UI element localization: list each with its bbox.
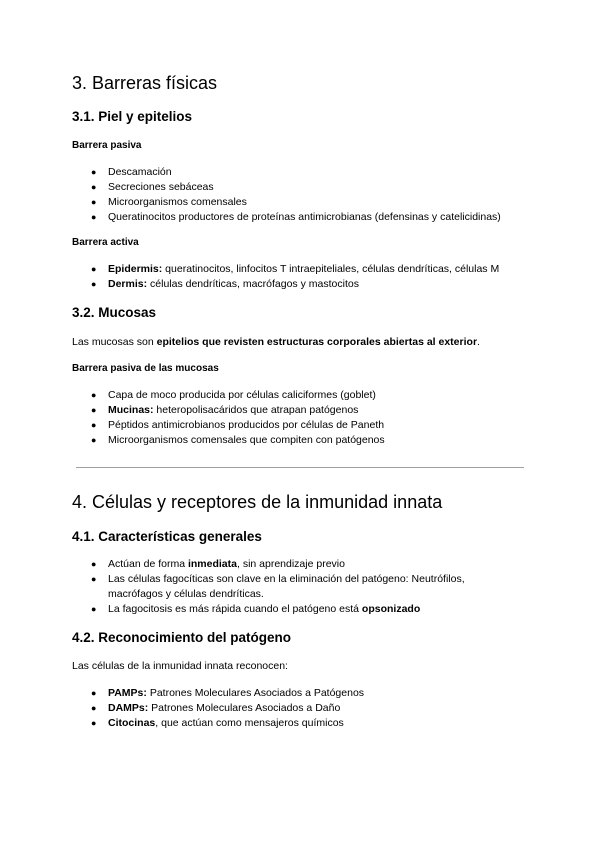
section-4-title: 4. Células y receptores de la inmunidad innata <box>72 492 443 512</box>
barrera-activa-list <box>72 262 528 292</box>
caracteristicas-list <box>72 557 528 617</box>
bullet-icon: ● <box>91 279 97 289</box>
barrera-pasiva-mucosas-label: Barrera pasiva de las mucosas <box>72 363 219 374</box>
list-item: ● Capa de moco producida por células caliciformes (goblet) <box>91 389 376 401</box>
barrera-pasiva-mucosas-list <box>72 388 528 448</box>
list-item: ● Epidermis: queratinocitos, linfocitos T intraepiteliales, células dendríticas, células M <box>91 263 500 275</box>
bullet-icon: ● <box>91 212 97 222</box>
list-item: ● Microorganismos comensales <box>91 196 247 208</box>
bullet-icon: ● <box>91 703 97 713</box>
list-item: ● Citocinas, que actúan como mensajeros químicos <box>91 717 344 729</box>
list-item: ● Mucinas: heteropolisacáridos que atrapan patógenos <box>91 404 359 416</box>
mucosas-intro: Las mucosas son epitelios que revisten estructuras corporales abiertas al exterior. <box>72 336 480 348</box>
bullet-icon: ● <box>91 718 97 728</box>
list-item: ● Descamación <box>91 166 172 178</box>
bullet-icon: ● <box>91 435 97 445</box>
list-item: ● Queratinocitos productores de proteínas antimicrobianas (defensinas y catelicidinas) <box>91 211 501 223</box>
section-divider <box>76 467 524 468</box>
reconocimiento-list <box>72 686 528 731</box>
section-3-title: 3. Barreras físicas <box>72 73 218 93</box>
list-item: ● Péptidos antimicrobianos producidos por células de Paneth <box>91 419 385 431</box>
subsection-3-1-title: 3.1. Piel y epitelios <box>72 109 193 124</box>
bullet-icon: ● <box>91 390 97 400</box>
bullet-icon: ● <box>91 264 97 274</box>
subsection-4-1-title: 4.1. Características generales <box>72 529 262 544</box>
list-item: ● Actúan de forma inmediata, sin aprendizaje previo <box>91 558 345 570</box>
list-item: ● La fagocitosis es más rápida cuando el patógeno está opsonizado <box>91 603 421 615</box>
bullet-icon: ● <box>91 197 97 207</box>
list-item: ● Microorganismos comensales que compiten con patógenos <box>91 434 385 446</box>
list-item: ● Dermis: células dendríticas, macrófagos y mastocitos <box>91 278 359 290</box>
bullet-icon: ● <box>91 420 97 430</box>
bullet-icon: ● <box>91 405 97 415</box>
bullet-icon: ● <box>91 604 97 614</box>
barrera-pasiva-list <box>72 165 528 225</box>
bullet-icon: ● <box>91 574 97 584</box>
subsection-4-2-title: 4.2. Reconocimiento del patógeno <box>72 630 292 645</box>
barrera-activa-label: Barrera activa <box>72 237 139 248</box>
reconocimiento-intro: Las células de la inmunidad innata reconocen: <box>72 660 288 672</box>
list-item: ● Secreciones sebáceas <box>91 181 214 193</box>
subsection-3-2-title: 3.2. Mucosas <box>72 305 157 320</box>
barrera-pasiva-label: Barrera pasiva <box>72 140 142 151</box>
bullet-icon: ● <box>91 559 97 569</box>
bullet-icon: ● <box>91 167 97 177</box>
bullet-icon: ● <box>91 182 97 192</box>
list-item: ● PAMPs: Patrones Moleculares Asociados a Patógenos <box>91 687 365 699</box>
list-item: ● DAMPs: Patrones Moleculares Asociados a Daño <box>91 702 341 714</box>
bullet-icon: ● <box>91 688 97 698</box>
list-item: ● Las células fagocíticas son clave en la eliminación del patógeno: Neutrófilos, macrófagos y células dendríticas. <box>91 573 465 600</box>
